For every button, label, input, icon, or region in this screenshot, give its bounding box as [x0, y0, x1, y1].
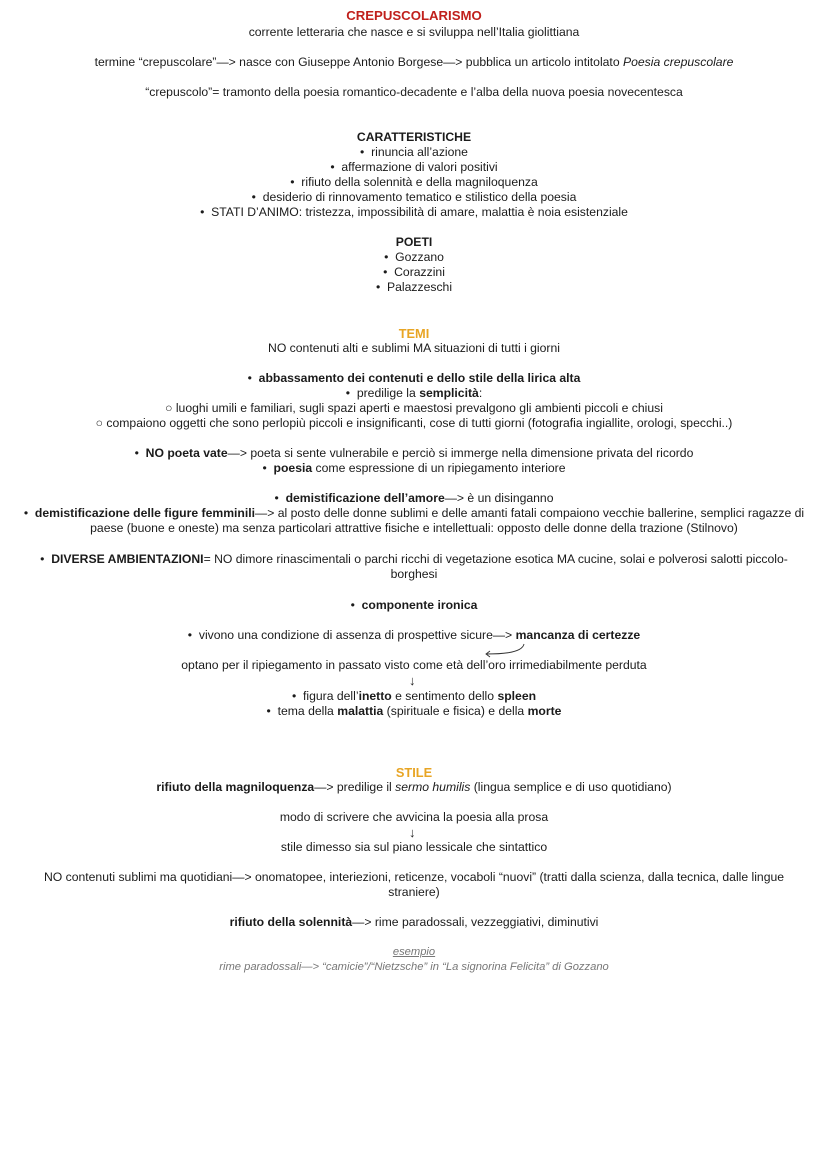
list-item: • tema della malattia (spirituale e fisica) e della morte — [266, 704, 562, 718]
temi-heading: TEMI — [398, 326, 430, 341]
list-item: • componente ironica — [350, 598, 478, 612]
sub-item: ○ compaiono oggetti che sono perlopiù piccoli e insignificanti, cose di tutti giorni (fotografia ingiallite, orologi, specchi..) — [95, 416, 733, 430]
dimesso-line: stile dimesso sia sul piano lessicale che sintattico — [280, 840, 548, 854]
definition-line: “crepuscolo”= tramonto della poesia romantico-decadente e l’alba della nuova poesia novecentesca — [145, 85, 683, 99]
stile-heading: STILE — [395, 765, 433, 780]
list-item: • STATI D’ANIMO: tristezza, impossibilità di amare, malattia è noia esistenziale — [200, 205, 628, 219]
list-item: • demistificazione delle figure femminili—> al posto delle donne sublimi e delle amanti fatali compaiono vecchie ballerine, semplici ragazze di paese (buone e oneste) ma senza particolari attrattive fisiche e intellettuali: opposto delle donne della trazione (Stilnovo) — [23, 506, 805, 535]
list-item: • poesia come espressione di un ripiegamento interiore — [262, 461, 566, 475]
list-item: • figura dell’inetto e sentimento dello spleen — [291, 689, 537, 703]
list-item: • Corazzini — [383, 265, 445, 279]
rifiuto-line: rifiuto della magniloquenza—> predilige il sermo humilis (lingua semplice e di uso quotidiano) — [156, 780, 672, 794]
list-item: • Gozzano — [384, 250, 444, 264]
list-item: • predilige la semplicità: — [345, 386, 483, 400]
list-item: • DIVERSE AMBIENTAZIONI= NO dimore rinascimentali o parchi ricchi di vegetazione esotica MA cucine, solai e polverosi salotti piccolo-borghesi — [40, 552, 788, 581]
quotidiani-line: NO contenuti sublimi ma quotidiani—> onomatopee, interiezioni, reticenze, vocaboli “nuovi” (tratti dalla scienza, dalla tecnica, dalle lingue straniere) — [43, 870, 785, 899]
list-item: • vivono una condizione di assenza di prospettive sicure—> mancanza di certezze — [187, 628, 641, 642]
sub-item: ○ luoghi umili e familiari, sugli spazi aperti e maestosi prevalgono gli ambienti piccoli e chiusi — [165, 401, 663, 415]
list-item: • desiderio di rinnovamento tematico e stilistico della poesia — [251, 190, 577, 204]
down-arrow-icon: ↓ — [409, 673, 416, 688]
term-line: termine “crepuscolare”—> nasce con Giuseppe Antonio Borgese—> pubblica un articolo intitolato Poesia crepuscolare — [94, 55, 734, 69]
down-arrow-icon: ↓ — [409, 825, 416, 840]
list-item: • rinuncia all’azione — [360, 145, 468, 159]
list-item: • affermazione di valori positivi — [330, 160, 498, 174]
list-item: • abbassamento dei contenuti e dello stile della lirica alta — [247, 371, 581, 385]
solennita-line: rifiuto della solennità—> rime paradossali, vezzeggiativi, diminutivi — [229, 915, 599, 929]
list-item: • rifiuto della solennità e della magniloquenza — [290, 175, 538, 189]
caratteristiche-heading: CARATTERISTICHE — [356, 130, 472, 144]
page-title: CREPUSCOLARISMO — [346, 8, 482, 23]
temi-intro: NO contenuti alti e sublimi MA situazioni di tutti i giorni — [268, 341, 560, 355]
optano-line: optano per il ripiegamento in passato visto come età dell’oro irrimediabilmente perduta — [181, 658, 647, 672]
list-item: • NO poeta vate—> poeta si sente vulnerabile e perciò si immerge nella dimensione privata del ricordo — [134, 446, 694, 460]
esempio-text: rime paradossali—> “camicie”/“Nietzsche” in “La signorina Felicita” di Gozzano — [219, 961, 609, 973]
poeti-heading: POETI — [395, 235, 433, 249]
prosa-line: modo di scrivere che avvicina la poesia alla prosa — [279, 810, 549, 824]
subtitle: corrente letteraria che nasce e si sviluppa nell’Italia giolittiana — [248, 25, 580, 39]
list-item: • Palazzeschi — [375, 280, 453, 294]
esempio-label: esempio — [392, 946, 436, 958]
list-item: • demistificazione dell’amore—> è un disinganno — [274, 491, 554, 505]
